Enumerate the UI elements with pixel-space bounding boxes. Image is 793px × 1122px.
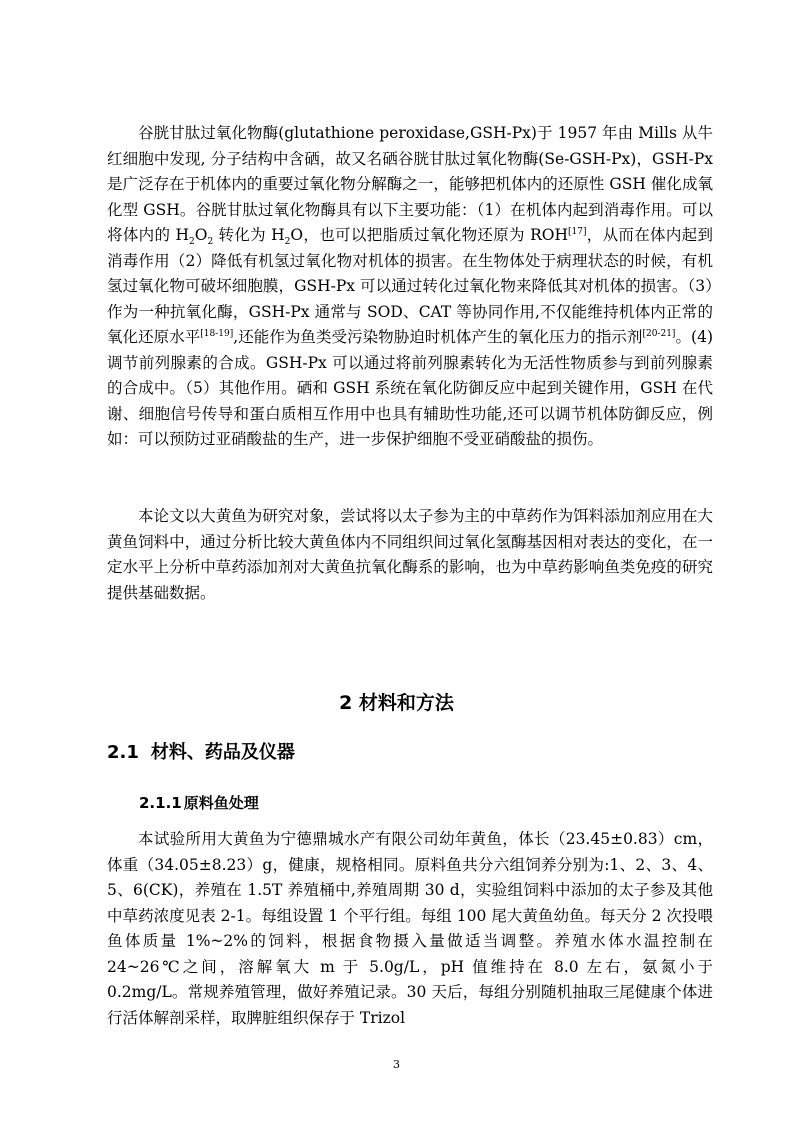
text-run: O，也可以把脂质过氧化物还原为 ROH — [290, 226, 568, 244]
subscript: 2 — [189, 237, 195, 248]
text-run: O — [194, 226, 208, 244]
subsubsection-title: 原料鱼处理 — [183, 794, 259, 812]
subsection-number: 2.1 — [107, 742, 139, 763]
subscript: 2 — [207, 237, 214, 248]
subsubsection-heading — [139, 792, 259, 813]
paragraph-gsh-px — [107, 121, 713, 453]
section-heading: 2 材料和方法 — [339, 692, 454, 714]
text-run: 。(4)调节前列腺素的合成。GSH-Px 可以通过将前列腺素转化为无活性物质参与到前列腺素的合成中。（5）其他作用。硒和 GSH 系统在氧化防御反应中起到关键作用，GSH 在代谢、细胞信号传导和蛋白质相互作用中也具有辅助性功能,还可以调节机体防御反应，例如：可以预防过亚硝酸盐的生产，进一步保护细胞不受亚硝酸盐的损伤。 — [107, 328, 713, 448]
paragraph-thesis-aim: 本论文以大黄鱼为研究对象，尝试将以太子参为主的中草药作为饵料添加剂应用在大黄鱼饲料中，通过分析比较大黄鱼体内不同组织间过氧化氢酶基因相对表达的变化，在一定水平上分析中草药添加剂对大黄鱼抗氧化酶系的影响，也为中草药影响鱼类免疫的研究提供基础数据。 — [107, 507, 713, 602]
paragraph-fish-treatment: 本试验所用大黄鱼为宁德鼎城水产有限公司幼年黄鱼，体长（23.45±0.83）cm，体重（34.05±8.23）g，健康，规格相同。原料鱼共分六组饲养分别为:1、2、3、4、5、6(CK)，养殖在 1.5T 养殖桶中,养殖周期 30 d，实验组饲料中添加的太子参及其他中草药浓度见表 2-1。每组设置 1 个平行组。每组 100 尾大黄鱼幼鱼。每天分 2 次投喂鱼体质量 1%~2%的饲料，根据食物摄入量做适当调整。养殖水体水温控制在 24~26℃之间，溶解氧大 m 于 5.0g/L，pH 值维持在 8.0 左右，氨氮小于 0.2mg/L。常规养殖管理，做好养殖记录。30 天后，每组分别随机抽取三尾健康个体进行活体解剖采样，取脾脏组织保存于 Trizol — [107, 830, 713, 1027]
text-run: ,还能作为鱼类受污染物胁迫时机体产生的氧化压力的指示剂 — [233, 328, 643, 346]
subsection-heading — [107, 738, 295, 764]
citation: [17] — [567, 226, 587, 237]
subscript: 2 — [284, 237, 291, 248]
page-number: 3 — [393, 1058, 400, 1071]
text-run: 转化为 H — [213, 226, 285, 244]
subsection-title: 材料、药品及仪器 — [150, 742, 295, 763]
text-run: ，从而在体内起到消毒作用（2）降低有机氢过氧化物对机体的损害。在生物体处于病理状态的时候，有机氢过氧化物可破坏细胞膜，GSH-Px 可以通过转化过氧化物来降低其对机体的损害。（3）作为一种抗氧化酶，GSH-Px 通常与 SOD、CAT 等协同作用,不仅能维持机体内正常的氧化还原水平 — [107, 226, 713, 346]
citation: [18-19] — [200, 328, 234, 339]
citation: [20-21] — [642, 328, 676, 339]
subsubsection-number: 2.1.1 — [139, 794, 182, 812]
text-run: 谷胱甘肽过氧化物酶(glutathione peroxidase,GSH-Px)于 1957 年由 Mills 从牛红细胞中发现, 分子结构中含硒，故又名硒谷胱甘肽过氧化物酶(Se-GSH-Px)，GSH-Px 是广泛存在于机体内的重要过氧化物分解酶之一，能够把机体内的还原性 GSH 催化成氧化型 GSH。谷胱甘肽过氧化物酶具有以下主要功能：（1）在机体内起到消毒作用。可以将体内的 H — [107, 124, 713, 244]
